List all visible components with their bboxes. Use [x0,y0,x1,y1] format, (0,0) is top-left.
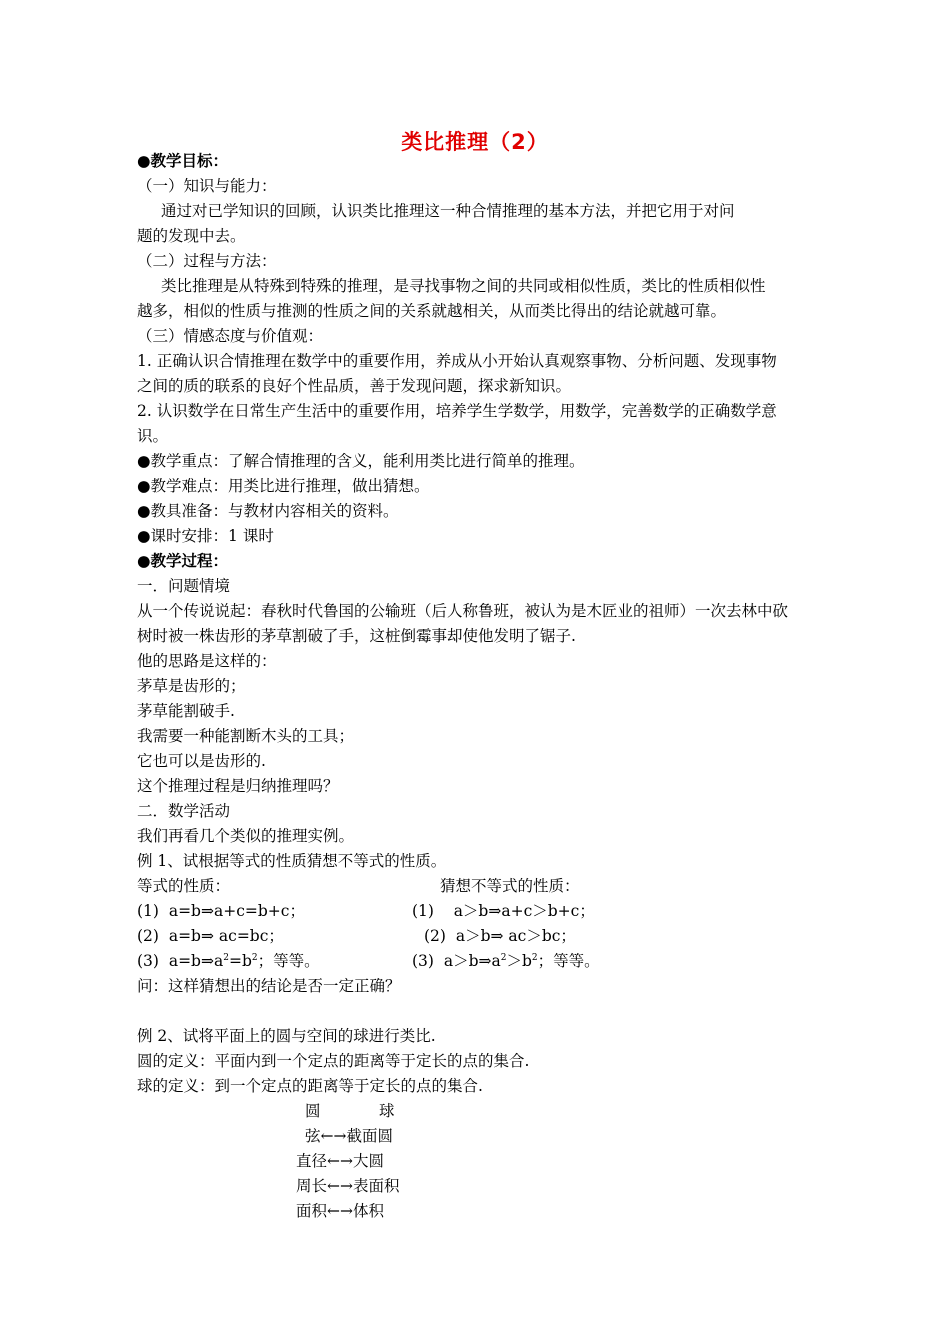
key-point: ●教学重点：了解合情推理的含义，能利用类比进行简单的推理。 [137,452,585,470]
inequality-guess-1: (1) a＞b⇒a+c＞b+c； [412,902,595,920]
analogy-pair-4: 面积←→体积 [296,1202,384,1220]
goals-section2-heading: （二）过程与方法： [137,252,277,270]
process-heading: ●教学过程： [137,551,229,570]
equality-property-1: (1) a=b⇒a+c=b+c； [137,902,305,920]
example1-left-heading: 等式的性质： [137,877,231,895]
example1-right-heading: 猜想不等式的性质： [440,877,580,895]
example1-title: 例 1、试根据等式的性质猜想不等式的性质。 [137,852,447,870]
equality-property-2: (2) a=b⇒ ac=bc； [137,927,284,945]
goals-section2-text: 类比推理是从特殊到特殊的推理，是寻找事物之间的共同或相似性质，类比的性质相似性 [161,277,766,295]
goals-section1-text-cont: 题的发现中去。 [137,227,246,245]
goals-heading: ●教学目标： [137,151,229,170]
goals-section1-heading: （一）知识与能力： [137,177,277,195]
part1-heading: 一．问题情境 [137,577,231,595]
equality-property-3: (3) $a=b\Rightarrow a^2=b^2$；等等。 [137,952,320,970]
analogy-pair-3: 周长←→表面积 [296,1177,400,1195]
idea-line-2: 茅草能割破手. [137,702,235,720]
inequality-guess-3: (3) $a>b\Rightarrow a^2>b^2$；等等。 [412,952,600,970]
goals-section1-text: 通过对已学知识的回顾，认识类比推理这一种合情推理的基本方法，并把它用于对问 [161,202,735,220]
materials: ●教具准备：与教材内容相关的资料。 [137,502,399,520]
idea-line-3: 我需要一种能割断木头的工具； [137,727,355,745]
schedule: ●课时安排：1 课时 [137,527,274,545]
question-1: 这个推理过程是归纳推理吗？ [137,777,339,795]
analogy-header-sphere: 球 [379,1102,395,1120]
idea-line-4: 它也可以是齿形的. [137,752,266,770]
goals-section2-text-cont: 越多，相似的性质与推测的性质之间的关系就越相关，从而类比得出的结论就越可靠。 [137,302,727,320]
analogy-pair-2: 直径←→大圆 [296,1152,384,1170]
example2-title: 例 2、试将平面上的圆与空间的球进行类比. [137,1027,436,1045]
example1-question: 问：这样猜想出的结论是否一定正确？ [137,977,401,995]
goals-section3-item1: 1. 正确认识合情推理在数学中的重要作用，养成从小开始认真观察事物、分析问题、发现事物 [137,352,777,370]
story-text-cont: 树时被一株齿形的茅草割破了手，这桩倒霉事却使他发明了锯子. [137,627,576,645]
idea-line-1: 茅草是齿形的； [137,677,246,695]
analogy-pair-1: 弦←→截面圆 [305,1127,393,1145]
sphere-definition: 球的定义：到一个定点的距离等于定长的点的集合. [137,1077,483,1095]
difficulty: ●教学难点：用类比进行推理，做出猜想。 [137,477,430,495]
goals-section3-heading: （三）情感态度与价值观： [137,327,324,345]
analogy-header-circle: 圆 [305,1102,321,1120]
goals-section3-item2: 2. 认识数学在日常生产生活中的重要作用，培养学生学数学，用数学，完善数学的正确数学意 [137,402,777,420]
circle-definition: 圆的定义：平面内到一个定点的距离等于定长的点的集合. [137,1052,530,1070]
idea-intro: 他的思路是这样的： [137,652,277,670]
part2-intro: 我们再看几个类似的推理实例。 [137,827,355,845]
part2-heading: 二．数学活动 [137,802,231,820]
goals-section3-item2-cont: 识。 [137,427,169,445]
inequality-guess-2: (2) a＞b⇒ ac＞bc； [424,927,576,945]
story-text: 从一个传说说起：春秋时代鲁国的公输班（后人称鲁班，被认为是木匠业的祖师）一次去林中砍 [137,602,789,620]
document-title: 类比推理（2） [401,130,549,154]
goals-section3-item1-cont: 之间的质的联系的良好个性品质，善于发现问题，探求新知识。 [137,377,572,395]
